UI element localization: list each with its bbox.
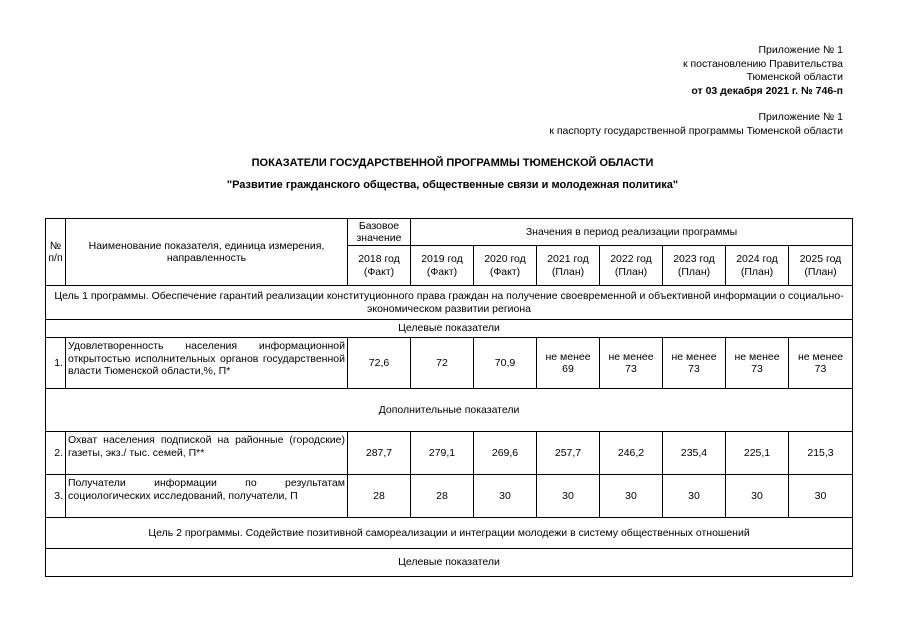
indicators-table: [45, 218, 853, 577]
section-target-indicators: Целевые показатели: [46, 549, 853, 577]
appendix-line: к паспорту государственной программы Тюменской области: [549, 124, 843, 137]
row-value: 257,7: [537, 432, 600, 475]
row-value: 70,9: [474, 338, 537, 389]
header-year: 2019 год (Факт): [411, 246, 474, 286]
row-num: 1.: [46, 338, 66, 389]
appendix-line: к постановлению Правительства: [682, 57, 843, 70]
row-value: 225,1: [726, 432, 789, 475]
row-name: Удовлетворенность населения информационной открытостью исполнительных органов государственной власти Тюменской области,%, П*: [66, 338, 348, 389]
row-value: не менее 73: [726, 338, 789, 389]
row-value: 30: [600, 475, 663, 518]
row-value: 30: [663, 475, 726, 518]
row-value: 28: [411, 475, 474, 518]
document-title: ПОКАЗАТЕЛИ ГОСУДАРСТВЕННОЙ ПРОГРАММЫ ТЮМЕНСКОЙ ОБЛАСТИ: [251, 157, 654, 169]
header-name: Наименование показателя, единица измерения, направленность: [66, 219, 348, 286]
header-year: 2024 год (План): [726, 246, 789, 286]
row-value: 215,3: [789, 432, 853, 475]
header-period: Значения в период реализации программы: [411, 219, 853, 246]
row-value: 279,1: [411, 432, 474, 475]
section-additional-indicators: Дополнительные показатели: [46, 389, 853, 432]
appendix-header: [543, 44, 843, 98]
passport-appendix-header: [443, 111, 843, 138]
row-value: не менее 73: [789, 338, 853, 389]
row-value: 246,2: [600, 432, 663, 475]
header-year: 2018 год (Факт): [348, 246, 411, 286]
document-subtitle: "Развитие гражданского общества, общественные связи и молодежная политика": [226, 179, 679, 191]
appendix-line: Приложение № 1: [758, 44, 843, 56]
goal-row: Цель 2 программы. Содействие позитивной самореализации и интеграции молодежи в систему общественных отношений: [46, 518, 853, 549]
row-value: 269,6: [474, 432, 537, 475]
row-value: 30: [474, 475, 537, 518]
header-year: 2022 год (План): [600, 246, 663, 286]
row-value: 287,7: [348, 432, 411, 475]
header-year: 2023 год (План): [663, 246, 726, 286]
row-value: не менее 73: [663, 338, 726, 389]
row-value: 30: [537, 475, 600, 518]
header-year: 2020 год (Факт): [474, 246, 537, 286]
row-value: 30: [789, 475, 853, 518]
section-target-indicators: Целевые показатели: [46, 320, 853, 338]
table-row: [46, 338, 853, 389]
row-value: 235,4: [663, 432, 726, 475]
row-value: 72: [411, 338, 474, 389]
appendix-line: Тюменской области: [746, 71, 843, 83]
goal-row: Цель 1 программы. Обеспечение гарантий реализации конституционного права граждан на получение своевременной и объективной информации о социально-экономическом развитии региона: [46, 286, 853, 320]
row-value: 30: [726, 475, 789, 518]
row-num: 3.: [46, 475, 66, 518]
table-row: [46, 432, 853, 475]
appendix-line: Приложение № 1: [758, 111, 843, 123]
row-value: не менее 73: [600, 338, 663, 389]
row-name: Получатели информации по результатам социологических исследований, получатели, П: [66, 475, 348, 518]
row-num: 2.: [46, 432, 66, 475]
appendix-decree-date: от 03 декабря 2021 г. № 746-п: [691, 84, 843, 97]
header-base: Базовое значение: [348, 219, 411, 246]
row-value: 72,6: [348, 338, 411, 389]
row-value: 28: [348, 475, 411, 518]
table-row: [46, 475, 853, 518]
header-num: № п/п: [46, 219, 66, 286]
row-name: Охват населения подпиской на районные (городские) газеты, экз./ тыс. семей, П**: [66, 432, 348, 475]
row-value: не менее 69: [537, 338, 600, 389]
header-year: 2021 год (План): [537, 246, 600, 286]
header-year: 2025 год (План): [789, 246, 853, 286]
